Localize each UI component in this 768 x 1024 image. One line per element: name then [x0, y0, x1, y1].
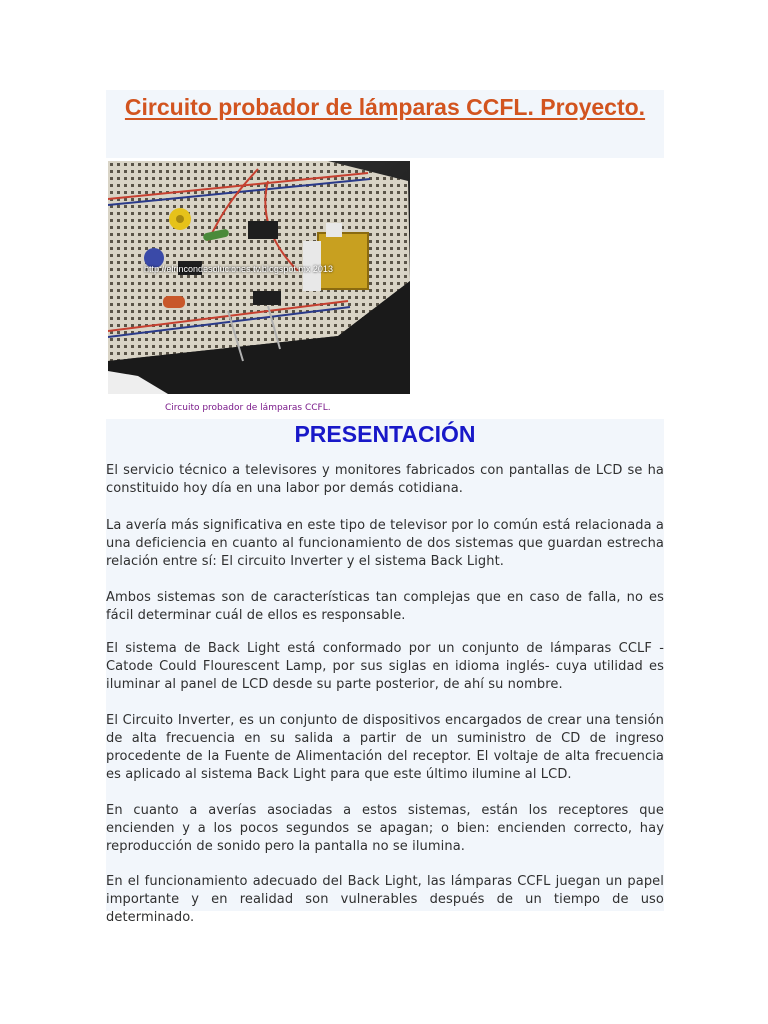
paragraph: El Circuito Inverter, es un conjunto de dispositivos encargados de crear una tensión de alta frecuencia en su salida a partir de un suministro de CD de ingreso procedente de la Fuente de Alimentación del receptor. El voltaje de alta frecuencia es aplicado al sistema Back Light para que este último ilumine al LCD. — [106, 713, 664, 782]
paragraph: En cuanto a averías asociadas a estos sistemas, están los receptores que encienden y a los pocos segundos se apagan; o bien: encienden correcto, hay reproducción de sonido pero la pantalla no se ilumina. — [106, 803, 664, 854]
document-title: Circuito probador de lámparas CCFL. Proyecto. — [124, 94, 646, 120]
section-heading: PRESENTACIÓN — [294, 421, 476, 447]
paragraph: La avería más significativa en este tipo de televisor por lo común está relacionada a una deficiencia en cuanto al funcionamiento de dos sistemas que guardan estrecha relación entre sí: El circuito Inverter y el sistema Back Light. — [106, 518, 664, 569]
paragraph: En el funcionamiento adecuado del Back Light, las lámparas CCFL juegan un papel importante y en realidad son vulnerables después de un tiempo de uso determinado. — [106, 874, 664, 925]
paragraph: El servicio técnico a televisores y monitores fabricados con pantallas de LCD se ha constituido hoy día en una labor por demás cotidiana. — [106, 463, 664, 496]
breadboard-image — [108, 161, 410, 394]
content-section — [106, 419, 664, 925]
image-watermark: http://elrincondesoluciones.tv.blogspot.mx 2013 — [144, 264, 333, 274]
paragraph: El sistema de Back Light está conformado por un conjunto de lámparas CCLF -Catode Could Flourescent Lamp, por sus siglas en idioma inglés- cuya utilidad es iluminar al panel de LCD desde su parte posterior, de ahí su nombre. — [106, 641, 664, 692]
paragraph: Ambos sistemas son de características tan complejas que en caso de falla, no es fácil determinar cuál de ellos es responsable. — [106, 590, 664, 623]
title-band — [106, 90, 664, 158]
image-caption: Circuito probador de lámparas CCFL. — [165, 403, 331, 413]
circuit-photo — [108, 161, 410, 394]
